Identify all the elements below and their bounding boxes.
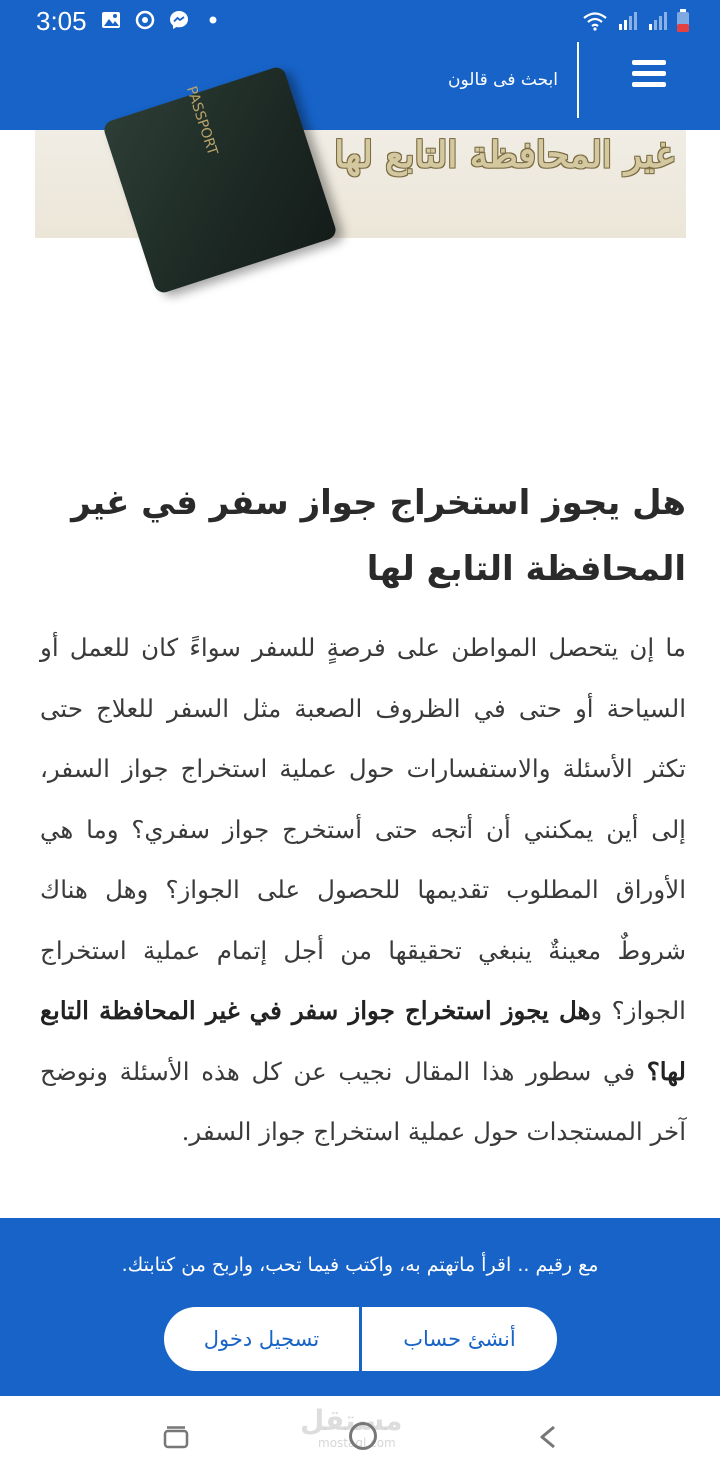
article-body-bold: هل يجوز استخراج جواز سفر في غير المحافظة التابع لها؟ (40, 996, 686, 1086)
recent-apps-icon[interactable] (163, 1426, 189, 1448)
article-title: هل يجوز استخراج جواز سفر في غير المحافظة التابع لها (71, 483, 686, 589)
android-nav-bar (0, 1396, 720, 1480)
signup-text: مع رقيم .. اقرأ ماتهتم به، واكتب فيما تحب، واربح من كتابتك. (121, 1254, 599, 1276)
article-body (40, 618, 686, 1163)
status-icons-right (582, 9, 690, 33)
create-account-button[interactable]: أنشئ حساب (403, 1327, 516, 1351)
passport-label: PASSPORT (182, 84, 221, 158)
header-divider (577, 42, 579, 118)
dot-icon (202, 9, 224, 31)
wifi-icon (582, 10, 608, 32)
signal-icon-2 (646, 10, 668, 32)
image-icon (100, 9, 122, 31)
messenger-icon (168, 9, 190, 31)
watermark-sub: mostaql.com (318, 1436, 396, 1450)
signup-banner (0, 1218, 720, 1396)
sync-icon (134, 9, 156, 31)
signup-button-divider (359, 1307, 362, 1371)
status-icons-left (100, 9, 224, 31)
watermark-logo: مستقل (300, 1404, 403, 1437)
status-bar (0, 0, 720, 44)
home-icon[interactable] (349, 1422, 377, 1450)
banner-caption: غير المحافظة التابع لها (334, 134, 674, 176)
app-header (0, 0, 720, 130)
status-time: 3:05 (36, 6, 87, 36)
article-banner-image (35, 84, 686, 238)
search-link[interactable]: ابحث فى قالون (448, 70, 558, 90)
login-button[interactable]: تسجيل دخول (203, 1327, 320, 1351)
article-body-part1: ما إن يتحصل المواطن على فرصةٍ للسفر سواءً كان للعمل أو السياحة أو حتى في الظروف الصعبة مثل السفر للعلاج حتى تكثر الأسئلة والاستفسارات حول عملية استخراج جواز السفر، إلى أين يمكنني أن أتجه حتى أستخرج جواز سفري؟ وما هي الأوراق المطلوب تقديمها للحصول على الجواز؟ وهل هناك شروطٌ معينةٌ ينبغي تحقيقها من أجل إتمام عملية استخراج الجواز؟ و (40, 633, 686, 1025)
battery-icon (676, 9, 690, 33)
article-body-part2: في سطور هذا المقال نجيب عن كل هذه الأسئلة ونوضح آخر المستجدات حول عملية استخراج جواز السفر. (40, 1056, 686, 1146)
signal-icon (616, 10, 638, 32)
signup-buttons (164, 1307, 557, 1371)
article (40, 470, 686, 1163)
menu-icon[interactable] (632, 60, 666, 90)
back-icon[interactable] (538, 1425, 558, 1449)
